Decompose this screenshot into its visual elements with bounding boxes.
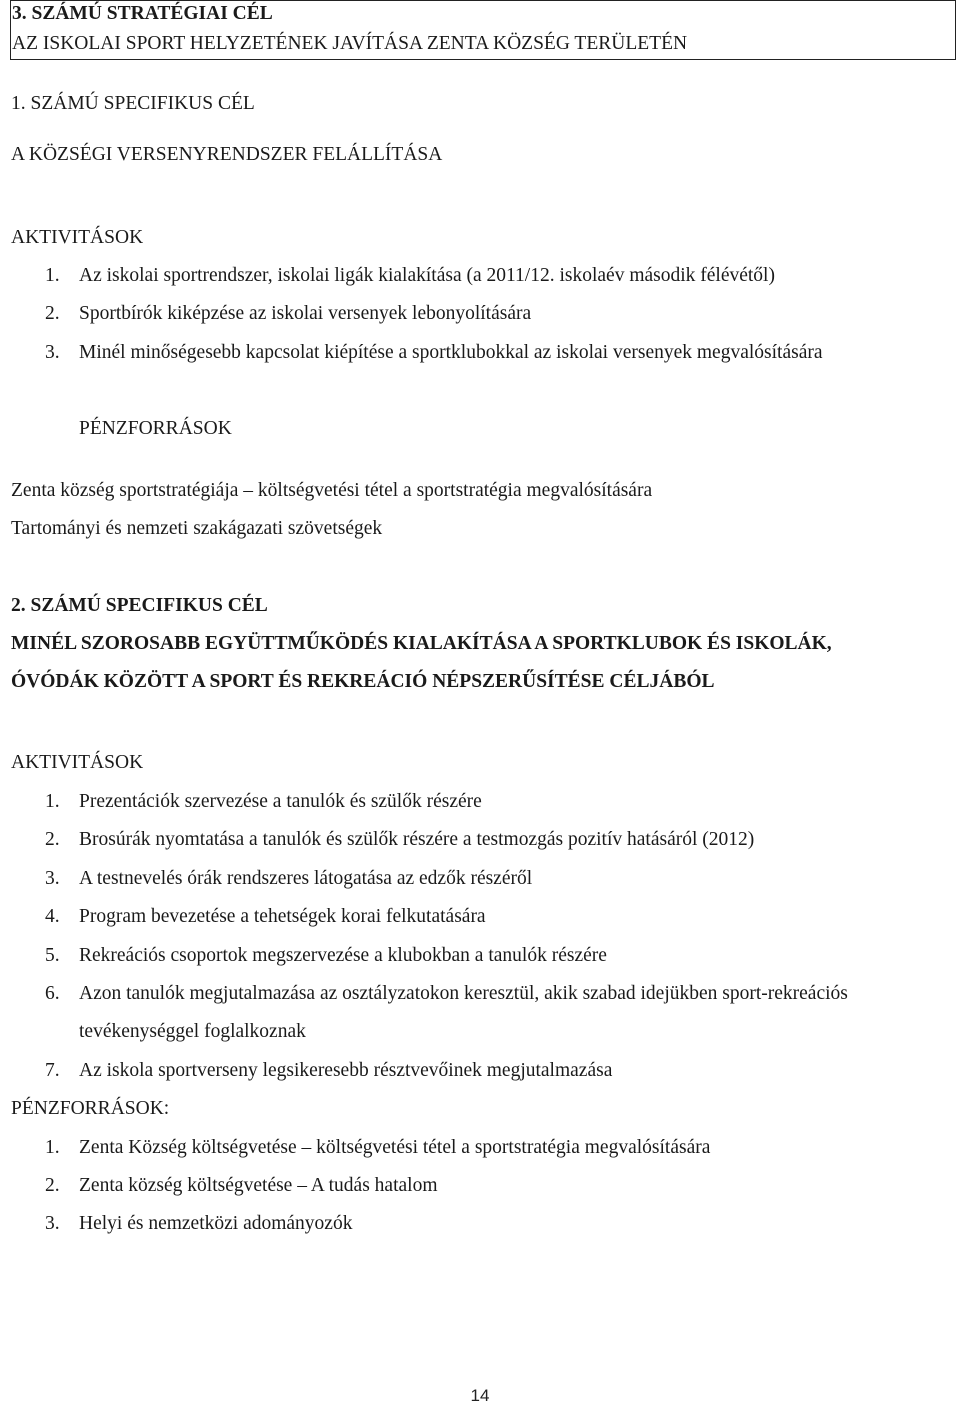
list-item-number: 1. xyxy=(45,265,60,286)
list-item-text-continuation: tevékenységgel foglalkoznak xyxy=(79,1021,306,1042)
list-item-text: Az iskolai sportrendszer, iskolai ligák kialakítása (a 2011/12. iskolaév második félévétől) xyxy=(79,265,775,286)
specific-goal-2-number: 2. SZÁMÚ SPECIFIKUS CÉL xyxy=(11,595,268,616)
list-item-number: 4. xyxy=(45,906,60,927)
list-item-text: Rekreációs csoportok megszervezése a klubokban a tanulók részére xyxy=(79,945,607,966)
list-item-text: Zenta Község költségvetése – költségvetési tétel a sportstratégia megvalósítására xyxy=(79,1137,711,1158)
list-item-text: Helyi és nemzetközi adományozók xyxy=(79,1213,353,1234)
specific-goal-2-funding-heading: PÉNZFORRÁSOK: xyxy=(11,1098,170,1119)
specific-goal-1-title: A KÖZSÉGI VERSENYRENDSZER FELÁLLÍTÁSA xyxy=(11,144,443,165)
list-item-text: A testnevelés órák rendszeres látogatása az edzők részéről xyxy=(79,868,533,889)
list-item-number: 7. xyxy=(45,1060,60,1081)
list-item-number: 3. xyxy=(45,868,60,889)
list-item-number: 2. xyxy=(45,1175,60,1196)
list-item-number: 6. xyxy=(45,983,60,1004)
list-item-text: Az iskola sportverseny legsikeresebb résztvevőinek megjutalmazása xyxy=(79,1060,613,1081)
funding-line: Tartományi és nemzeti szakágazati szövetségek xyxy=(11,518,383,539)
strategic-goal-box xyxy=(10,0,956,60)
strategic-goal-title: AZ ISKOLAI SPORT HELYZETÉNEK JAVÍTÁSA ZENTA KÖZSÉG TERÜLETÉN xyxy=(12,33,688,54)
specific-goal-1-funding-heading: PÉNZFORRÁSOK xyxy=(79,418,232,439)
list-item-text: Zenta község költségvetése – A tudás hatalom xyxy=(79,1175,438,1196)
list-item-number: 5. xyxy=(45,945,60,966)
specific-goal-1-number: 1. SZÁMÚ SPECIFIKUS CÉL xyxy=(11,93,255,114)
list-item-number: 2. xyxy=(45,303,60,324)
list-item-number: 3. xyxy=(45,1213,60,1234)
list-item-text: Program bevezetése a tehetségek korai felkutatására xyxy=(79,906,486,927)
specific-goal-2-title-line1: MINÉL SZOROSABB EGYÜTTMŰKÖDÉS KIALAKÍTÁSA A SPORTKLUBOK ÉS ISKOLÁK, xyxy=(11,633,832,654)
list-item-number: 1. xyxy=(45,791,60,812)
list-item-text: Minél minőségesebb kapcsolat kiépítése a sportklubokkal az iskolai versenyek megvalósítására xyxy=(79,342,823,363)
strategic-goal-number: 3. SZÁMÚ STRATÉGIAI CÉL xyxy=(12,3,273,24)
list-item-number: 1. xyxy=(45,1137,60,1158)
list-item-number: 2. xyxy=(45,829,60,850)
specific-goal-1-activities-heading: AKTIVITÁSOK xyxy=(11,227,144,248)
page-number: 14 xyxy=(470,1386,490,1405)
funding-line: Zenta község sportstratégiája – költségvetési tétel a sportstratégia megvalósítására xyxy=(11,480,653,501)
specific-goal-2-title-line2: ÓVÓDÁK KÖZÖTT A SPORT ÉS REKREÁCIÓ NÉPSZERŰSÍTÉSE CÉLJÁBÓL xyxy=(11,671,715,692)
specific-goal-2-activities-heading: AKTIVITÁSOK xyxy=(11,752,144,773)
list-item-text: Prezentációk szervezése a tanulók és szülők részére xyxy=(79,791,482,812)
list-item-number: 3. xyxy=(45,342,60,363)
list-item-text: Sportbírók kiképzése az iskolai versenyek lebonyolítására xyxy=(79,303,532,324)
list-item-text: Azon tanulók megjutalmazása az osztályzatokon keresztül, akik szabad idejükben sport-rekreációs xyxy=(79,983,848,1004)
list-item-text: Brosúrák nyomtatása a tanulók és szülők részére a testmozgás pozitív hatásáról (2012) xyxy=(79,829,755,850)
